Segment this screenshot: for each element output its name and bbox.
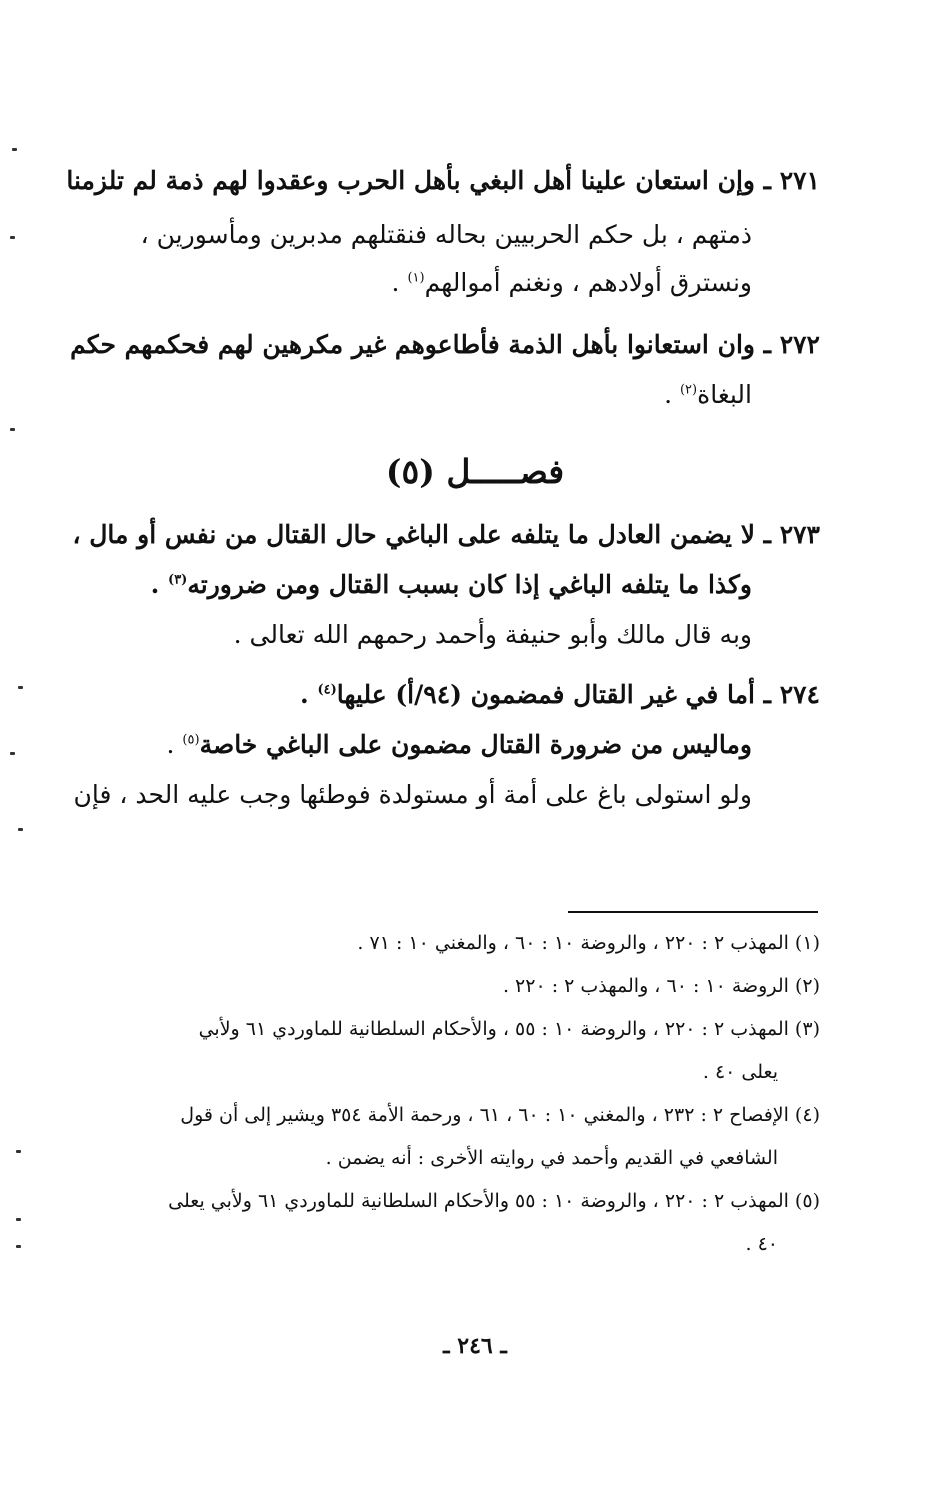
footnote-3-line-2: يعلى ٤٠ .: [702, 1061, 778, 1083]
para-274-line-2: [167, 730, 752, 759]
scan-speck: [16, 1150, 21, 1153]
note-ref-2: (٢): [679, 382, 698, 398]
note-ref-1: (١): [407, 270, 425, 286]
footnote-2: (٢) الروضة ١٠ : ٦٠ ، والمهذب ٢ : ٢٢٠ .: [502, 975, 820, 997]
para-271-line-2: ذمتهم ، بل حكم الحربيين بحاله فنقتلهم مدبرين ومأسورين ،: [140, 220, 752, 249]
para-273-line-2: [151, 570, 752, 599]
scan-speck: [12, 148, 17, 151]
page-number: ـ ٢٤٦ ـ: [443, 1333, 507, 1359]
para-274-line-1: [300, 680, 820, 709]
para-274-line-2-end: .: [166, 730, 183, 759]
scan-speck: [16, 1218, 21, 1221]
para-272-line-2-text: البغاة: [697, 380, 752, 409]
footnote-5-line-1: (٥) المهذب ٢ : ٢٢٠ ، والروضة ١٠ : ٥٥ والأحكام السلطانية للماوردي ٦١ ولأبي يعلى: [168, 1190, 820, 1212]
scan-speck: [10, 752, 15, 755]
para-273-line-2-text: وكذا ما يتلفه الباغي إذا كان بسبب القتال ومن ضرورته: [187, 570, 752, 599]
note-ref-3: (٣): [168, 572, 188, 588]
scan-speck: [16, 1245, 21, 1248]
scan-speck: [18, 686, 23, 689]
para-273-line-1: ٢٧٣ ـ لا يضمن العادل ما يتلفه على الباغي حال القتال من نفس أو مال ،: [72, 520, 820, 549]
para-274-line-1-text: ٢٧٤ ـ أما في غير القتال فمضمون (٩٤/أ) عليها: [336, 680, 820, 709]
footnote-1: (١) المهذب ٢ : ٢٢٠ ، والروضة ١٠ : ٦٠ ، والمغني ١٠ : ٧١ .: [357, 932, 820, 954]
para-271-line-3-end: .: [391, 268, 408, 297]
footnote-5-line-2: ٤٠ .: [745, 1233, 778, 1255]
scan-speck: [10, 428, 15, 431]
para-274-line-2-text: وماليس من ضرورة القتال مضمون على الباغي خاصة: [199, 730, 752, 759]
para-271-line-3: [392, 268, 752, 297]
note-ref-5: (٥): [182, 732, 200, 748]
footnote-3-line-1: (٣) المهذب ٢ : ٢٢٠ ، والروضة ١٠ : ٥٥ ، والأحكام السلطانية للماوردي ٦١ ولأبي: [198, 1018, 820, 1040]
note-ref-4: (٤): [317, 682, 337, 698]
para-273-line-3: وبه قال مالك وأبو حنيفة وأحمد رحمهم الله تعالى .: [233, 620, 752, 649]
footnote-4-line-1: (٤) الإفصاح ٢ : ٢٣٢ ، والمغني ١٠ : ٦٠ ، ٦١ ، ورحمة الأمة ٣٥٤ ويشير إلى أن قول: [180, 1104, 820, 1126]
para-272-line-2: [664, 380, 752, 409]
section-heading: فصـــــل (٥): [385, 452, 565, 491]
para-273-line-2-end: .: [150, 570, 169, 599]
scan-speck: [18, 828, 23, 831]
para-271-line-3-text: ونسترق أولادهم ، ونغنم أموالهم: [424, 268, 752, 297]
para-274-line-1-end: .: [300, 680, 318, 709]
para-272-line-1: ٢٧٢ ـ وان استعانوا بأهل الذمة فأطاعوهم غير مكرهين لهم فحكمهم حكم: [70, 330, 820, 359]
para-272-line-2-end: .: [664, 380, 680, 409]
para-274-line-3: ولو استولى باغ على أمة أو مستولدة فوطئها وجب عليه الحد ، فإن: [73, 780, 752, 809]
footnote-separator: [568, 911, 818, 913]
para-271-line-1: ٢٧١ ـ وإن استعان علينا أهل البغي بأهل الحرب وعقدوا لهم ذمة لم تلزمنا: [66, 166, 820, 195]
footnote-4-line-2: الشافعي في القديم وأحمد في روايته الأخرى : أنه يضمن .: [325, 1147, 778, 1169]
scan-speck: [10, 236, 15, 239]
